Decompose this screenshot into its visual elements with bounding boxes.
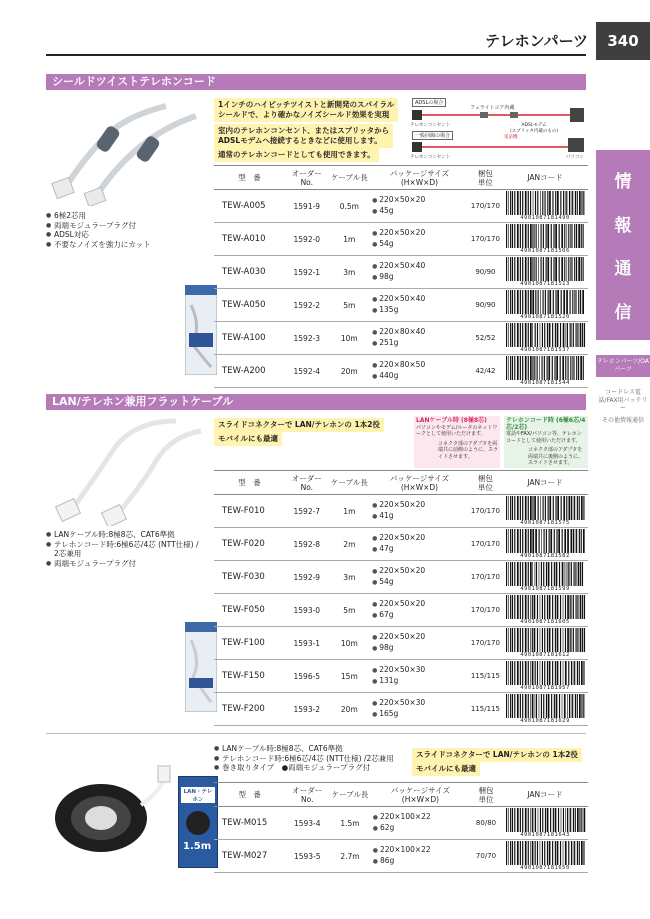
package-dimensions: ● 220×50×20: [372, 566, 467, 577]
usage-lan-text: パソコンやモデム/ルータのネットワークとして使用いただけます。: [416, 424, 498, 437]
jan-code-cell: [502, 660, 588, 693]
cable-length-cell: 5m: [329, 289, 371, 322]
feature-list: [46, 211, 151, 249]
packing-unit-cell: 170/170: [469, 627, 502, 660]
packing-unit-cell: 90/90: [469, 289, 502, 322]
cable-length-cell: 20m: [329, 693, 370, 726]
barcode-image: [504, 661, 586, 685]
column-header: 梱包 単位: [469, 166, 502, 190]
package-dimensions: ● 220×50×20: [372, 632, 467, 643]
usage-lan-title: LANケーブル時: [416, 417, 459, 424]
table-row: [214, 840, 588, 873]
package-dimensions: ● 220×50×40: [372, 261, 467, 272]
jan-code-digits: 4901087181599: [520, 586, 570, 592]
package-size-cell: [370, 693, 469, 726]
section-separator: [46, 733, 586, 734]
packing-unit-cell: 115/115: [469, 660, 502, 693]
package-weight: ● 45g: [372, 206, 467, 217]
packing-unit-cell: 170/170: [469, 223, 502, 256]
model-cell: TEW-F150: [214, 660, 285, 693]
package-size-cell: [371, 840, 470, 873]
connection-diagram: [410, 98, 588, 164]
package-size-cell: [370, 495, 469, 528]
jan-code-cell: [502, 693, 588, 726]
feature-item: ● 巻き取りタイプ ●両端モジュラープラグ付: [214, 763, 394, 773]
feature-item: ● テレホンコード時:6極6芯/4芯 (NTT仕様) / 2芯兼用: [46, 540, 199, 559]
jan-code-digits: 4901087181544: [520, 380, 570, 386]
feature-callout: スライドコネクターで LAN/テレホンの 1本2役: [412, 748, 582, 762]
barcode-image: [504, 290, 586, 314]
package-weight: ● 62g: [373, 823, 468, 834]
package-size-cell: [370, 528, 469, 561]
jan-code-digits: 4901087181612: [520, 652, 570, 658]
table-row: [214, 495, 588, 528]
table-row: [214, 289, 588, 322]
usage-tel-text: 電話やFAX/パソコン等、テレホンコードとして使用いただけます。: [506, 431, 582, 444]
order-number-cell: 1592-9: [285, 561, 329, 594]
column-header: オーダー No.: [285, 471, 329, 495]
package-weight: ● 54g: [372, 577, 467, 588]
package-size-cell: [370, 322, 469, 355]
cable-length-cell: 5m: [329, 594, 370, 627]
barcode-image: [504, 595, 586, 619]
packing-unit-cell: 70/70: [470, 840, 502, 873]
package-size-cell: [370, 561, 469, 594]
package-dimensions: ● 220×50×20: [372, 500, 467, 511]
column-header: ケーブル長: [329, 471, 370, 495]
column-header: パッケージサイズ (H×W×D): [370, 166, 469, 190]
feature-item: ● 両端モジュラープラグ付: [46, 221, 151, 231]
column-header: パッケージサイズ (H×W×D): [370, 471, 469, 495]
table-header-row: [214, 471, 588, 495]
diagram-pc-label: パソコン: [566, 155, 584, 160]
spec-table: [214, 782, 588, 873]
usage-tel-note: コネクタ部のアダプタを両端共に後側のように、スライドさせます。: [528, 447, 584, 466]
order-number-cell: 1593-1: [285, 627, 329, 660]
barcode-image: [504, 224, 586, 248]
barcode-image: [504, 323, 586, 347]
column-header: ケーブル長: [329, 783, 371, 807]
product-photo-shielded-cord: [46, 96, 206, 206]
jan-code-cell: [502, 561, 588, 594]
model-cell: TEW-A005: [214, 190, 285, 223]
feature-item: ● ADSL対応: [46, 230, 151, 240]
usage-tel-spec: (6極6芯/4芯/2芯): [506, 417, 586, 431]
barcode-image: [504, 496, 586, 520]
package-dimensions: ● 220×80×40: [372, 327, 467, 338]
order-number-cell: 1592-1: [285, 256, 329, 289]
usage-box-telephone: [504, 416, 588, 468]
package-size-cell: [370, 223, 469, 256]
jan-code-digits: 4901087181643: [520, 832, 570, 838]
jan-code-cell: [502, 495, 588, 528]
diagram-phone-label: 電話機: [504, 135, 518, 140]
package-weight: ● 47g: [372, 544, 467, 555]
feature-item: ● LANケーブル時:8極8芯、CAT6準拠: [46, 530, 199, 540]
jan-code-digits: 4901087181537: [520, 347, 570, 353]
package-weight: ● 251g: [372, 338, 467, 349]
barcode-image: [504, 628, 586, 652]
order-number-cell: 1592-2: [285, 289, 329, 322]
side-tab-battery[interactable]: コードレス電話/FAX用バッテリー: [598, 389, 648, 412]
column-header: ケーブル長: [329, 166, 371, 190]
table-header-row: [214, 783, 588, 807]
package-weight: ● 165g: [372, 709, 467, 720]
model-cell: TEW-M015: [214, 807, 285, 840]
package-length: 1.5m: [183, 841, 212, 852]
barcode-image: [504, 841, 586, 865]
column-header: JANコード: [502, 783, 588, 807]
table-row: [214, 256, 588, 289]
page-number: 340: [596, 22, 650, 60]
table-row: [214, 528, 588, 561]
jan-code-digits: 4901087181506: [520, 248, 570, 254]
package-size-cell: [370, 289, 469, 322]
barcode-image: [504, 191, 586, 215]
jan-code-digits: 4901087181629: [520, 718, 570, 724]
model-cell: TEW-F200: [214, 693, 285, 726]
diagram-outlet-label: テレホンコンセント: [410, 123, 451, 128]
jan-code-cell: [502, 289, 588, 322]
spec-table: [214, 470, 588, 726]
cable-length-cell: 20m: [329, 355, 371, 388]
cable-length-cell: 2m: [329, 528, 370, 561]
column-header: パッケージサイズ (H×W×D): [371, 783, 470, 807]
model-cell: TEW-F030: [214, 561, 285, 594]
product-photo-flat-cable: [46, 416, 206, 526]
column-header: JANコード: [502, 166, 588, 190]
package-size-cell: [370, 190, 469, 223]
jan-code-digits: 4901087181513: [520, 281, 570, 287]
jan-code-cell: [502, 256, 588, 289]
package-weight: ● 131g: [372, 676, 467, 687]
usage-tel-title: テレホンコード時: [506, 417, 554, 424]
feature-callout: 1インチのハイピッチツイストと新開発のスパイラル シールドで、より確かなノイズシールド効果を実現: [214, 98, 398, 122]
packing-unit-cell: 170/170: [469, 495, 502, 528]
column-header: JANコード: [502, 471, 588, 495]
order-number-cell: 1591-9: [285, 190, 329, 223]
order-number-cell: 1596-5: [285, 660, 329, 693]
cable-length-cell: 10m: [329, 627, 370, 660]
jan-code-digits: 4901087181957: [520, 685, 570, 691]
order-number-cell: 1592-7: [285, 495, 329, 528]
side-index: [596, 60, 650, 919]
model-cell: TEW-A100: [214, 322, 285, 355]
model-cell: TEW-A200: [214, 355, 285, 388]
section-title: シールドツイストテレホンコード: [46, 74, 586, 90]
cable-length-cell: 1.5m: [329, 807, 371, 840]
column-header: 型 番: [214, 783, 285, 807]
jan-code-digits: 4901087181575: [520, 520, 570, 526]
package-label: LAN・テレホン: [181, 787, 215, 803]
cable-length-cell: 0.5m: [329, 190, 371, 223]
packing-unit-cell: 80/80: [470, 807, 502, 840]
packing-unit-cell: 170/170: [469, 561, 502, 594]
package-photo-shielded-cord: [185, 285, 217, 375]
barcode-image: [504, 356, 586, 380]
package-dimensions: ● 220×50×20: [372, 228, 467, 239]
cable-length-cell: 15m: [329, 660, 370, 693]
jan-code-cell: [502, 528, 588, 561]
feature-item: ● 両端モジュラープラグ付: [46, 559, 199, 569]
table-row: [214, 322, 588, 355]
feature-callout: モバイルにも最適: [412, 762, 480, 776]
table-row: [214, 190, 588, 223]
table-row: [214, 223, 588, 256]
cable-length-cell: 10m: [329, 322, 371, 355]
diagram-modem-label: ADSLモデム (スプリッタ内蔵のもの): [510, 123, 559, 134]
package-dimensions: ● 220×100×22: [373, 845, 468, 856]
package-photo-flat-cable: [185, 622, 217, 712]
order-number-cell: 1592-3: [285, 322, 329, 355]
jan-code-digits: 4901087181520: [520, 314, 570, 320]
usage-lan-spec: (8極8芯): [461, 417, 487, 424]
package-size-cell: [371, 807, 470, 840]
jan-code-cell: [502, 190, 588, 223]
side-tab-telephone-parts[interactable]: テレホンパーツ/OAパーツ: [596, 355, 650, 377]
package-size-cell: [370, 594, 469, 627]
package-size-cell: [370, 660, 469, 693]
section-title: LAN/テレホン兼用フラットケーブル: [46, 394, 586, 410]
table-row: [214, 807, 588, 840]
package-size-cell: [370, 627, 469, 660]
diagram-outlet-label: テレホンコンセント: [410, 155, 451, 160]
diagram-core-label: フェライトコア内蔵: [470, 105, 515, 111]
jan-code-digits: 4901087181650: [520, 865, 570, 871]
order-number-cell: 1593-4: [285, 807, 329, 840]
cable-length-cell: 1m: [329, 495, 370, 528]
model-cell: TEW-F010: [214, 495, 285, 528]
model-cell: TEW-M027: [214, 840, 285, 873]
package-dimensions: ● 220×80×50: [372, 360, 467, 371]
packing-unit-cell: 42/42: [469, 355, 502, 388]
feature-list: [46, 530, 199, 568]
jan-code-cell: [502, 322, 588, 355]
column-header: オーダー No.: [285, 783, 329, 807]
cable-length-cell: 1m: [329, 223, 371, 256]
barcode-image: [504, 562, 586, 586]
cable-length-cell: 2.7m: [329, 840, 371, 873]
barcode-image: [504, 808, 586, 832]
barcode-image: [504, 694, 586, 718]
cable-length-cell: 3m: [329, 256, 371, 289]
model-cell: TEW-A050: [214, 289, 285, 322]
model-cell: TEW-F050: [214, 594, 285, 627]
package-dimensions: ● 220×100×22: [373, 812, 468, 823]
spec-table: [214, 165, 588, 388]
feature-callout: 通常のテレホンコードとしても使用できます。: [214, 148, 379, 162]
table-row: [214, 693, 588, 726]
package-weight: ● 86g: [373, 856, 468, 867]
model-cell: TEW-F020: [214, 528, 285, 561]
packing-unit-cell: 170/170: [469, 528, 502, 561]
page-title: テレホンパーツ: [484, 32, 588, 50]
table-header-row: [214, 166, 588, 190]
table-row: [214, 627, 588, 660]
diagram-label-normal: 一般回線の場合: [412, 131, 453, 140]
order-number-cell: 1592-0: [285, 223, 329, 256]
package-size-cell: [370, 355, 469, 388]
column-header: 型 番: [214, 166, 285, 190]
column-header: 梱包 単位: [470, 783, 502, 807]
package-weight: ● 54g: [372, 239, 467, 250]
barcode-image: [504, 257, 586, 281]
package-weight: ● 440g: [372, 371, 467, 382]
package-dimensions: ● 220×50×30: [372, 698, 467, 709]
barcode-image: [504, 529, 586, 553]
package-dimensions: ● 220×50×30: [372, 665, 467, 676]
header-rule: [46, 54, 586, 56]
usage-box-lan: [414, 416, 500, 468]
column-header: オーダー No.: [285, 166, 329, 190]
model-cell: TEW-F100: [214, 627, 285, 660]
package-dimensions: ● 220×50×40: [372, 294, 467, 305]
order-number-cell: 1593-5: [285, 840, 329, 873]
jan-code-cell: [502, 807, 588, 840]
order-number-cell: 1592-8: [285, 528, 329, 561]
model-cell: TEW-A030: [214, 256, 285, 289]
jan-code-cell: [502, 223, 588, 256]
jan-code-digits: 4901087181582: [520, 553, 570, 559]
packing-unit-cell: 115/115: [469, 693, 502, 726]
table-row: [214, 660, 588, 693]
feature-callout: モバイルにも最適: [214, 432, 282, 446]
package-weight: ● 67g: [372, 610, 467, 621]
packing-unit-cell: 90/90: [469, 256, 502, 289]
package-reel-image: [186, 811, 210, 835]
jan-code-cell: [502, 627, 588, 660]
package-weight: ● 135g: [372, 305, 467, 316]
order-number-cell: 1592-4: [285, 355, 329, 388]
package-size-cell: [370, 256, 469, 289]
package-photo-reel-cable: [178, 776, 218, 868]
side-tab-other[interactable]: その他情報通信: [601, 417, 644, 424]
side-category-char: 信: [614, 302, 632, 323]
feature-item: ● 不要なノイズを強力にカット: [46, 240, 151, 250]
jan-code-cell: [502, 355, 588, 388]
table-row: [214, 355, 588, 388]
package-weight: ● 98g: [372, 643, 467, 654]
package-weight: ● 41g: [372, 511, 467, 522]
package-dimensions: ● 220×50×20: [372, 533, 467, 544]
packing-unit-cell: 170/170: [469, 594, 502, 627]
table-row: [214, 594, 588, 627]
package-weight: ● 98g: [372, 272, 467, 283]
package-dimensions: ● 220×50×20: [372, 599, 467, 610]
table-row: [214, 561, 588, 594]
usage-lan-note: コネクタ部のアダプタを両端共に前側のように、スライドさせます。: [438, 440, 499, 460]
feature-item: ● 6極2芯用: [46, 211, 151, 221]
side-category-char: 通: [614, 259, 632, 280]
column-header: 梱包 単位: [469, 471, 502, 495]
jan-code-digits: 4901087181490: [520, 215, 570, 221]
cable-length-cell: 3m: [329, 561, 370, 594]
feature-callout: 室内のテレホンコンセント、またはスプリッタから ADSLモデムへ接続するときなどに使用します。: [214, 124, 393, 148]
diagram-label-adsl: ADSLの場合: [412, 98, 446, 107]
side-category-char: 報: [614, 215, 632, 236]
product-photo-reel-cable: [46, 760, 176, 860]
feature-callout: スライドコネクターで LAN/テレホンの 1本2役: [214, 418, 384, 432]
order-number-cell: 1593-2: [285, 693, 329, 726]
packing-unit-cell: 52/52: [469, 322, 502, 355]
column-header: 型 番: [214, 471, 285, 495]
feature-list: [214, 744, 394, 773]
jan-code-cell: [502, 594, 588, 627]
jan-code-digits: 4901087181605: [520, 619, 570, 625]
package-dimensions: ● 220×50×20: [372, 195, 467, 206]
feature-item: ● LANケーブル時:8極8芯、CAT6準拠: [214, 744, 394, 754]
side-category-char: 情: [614, 172, 632, 193]
packing-unit-cell: 170/170: [469, 190, 502, 223]
model-cell: TEW-A010: [214, 223, 285, 256]
jan-code-cell: [502, 840, 588, 873]
feature-item: ● テレホンコード時:6極6芯/4芯 (NTT仕様) /2芯兼用: [214, 754, 394, 764]
side-category: [596, 150, 650, 340]
order-number-cell: 1593-0: [285, 594, 329, 627]
